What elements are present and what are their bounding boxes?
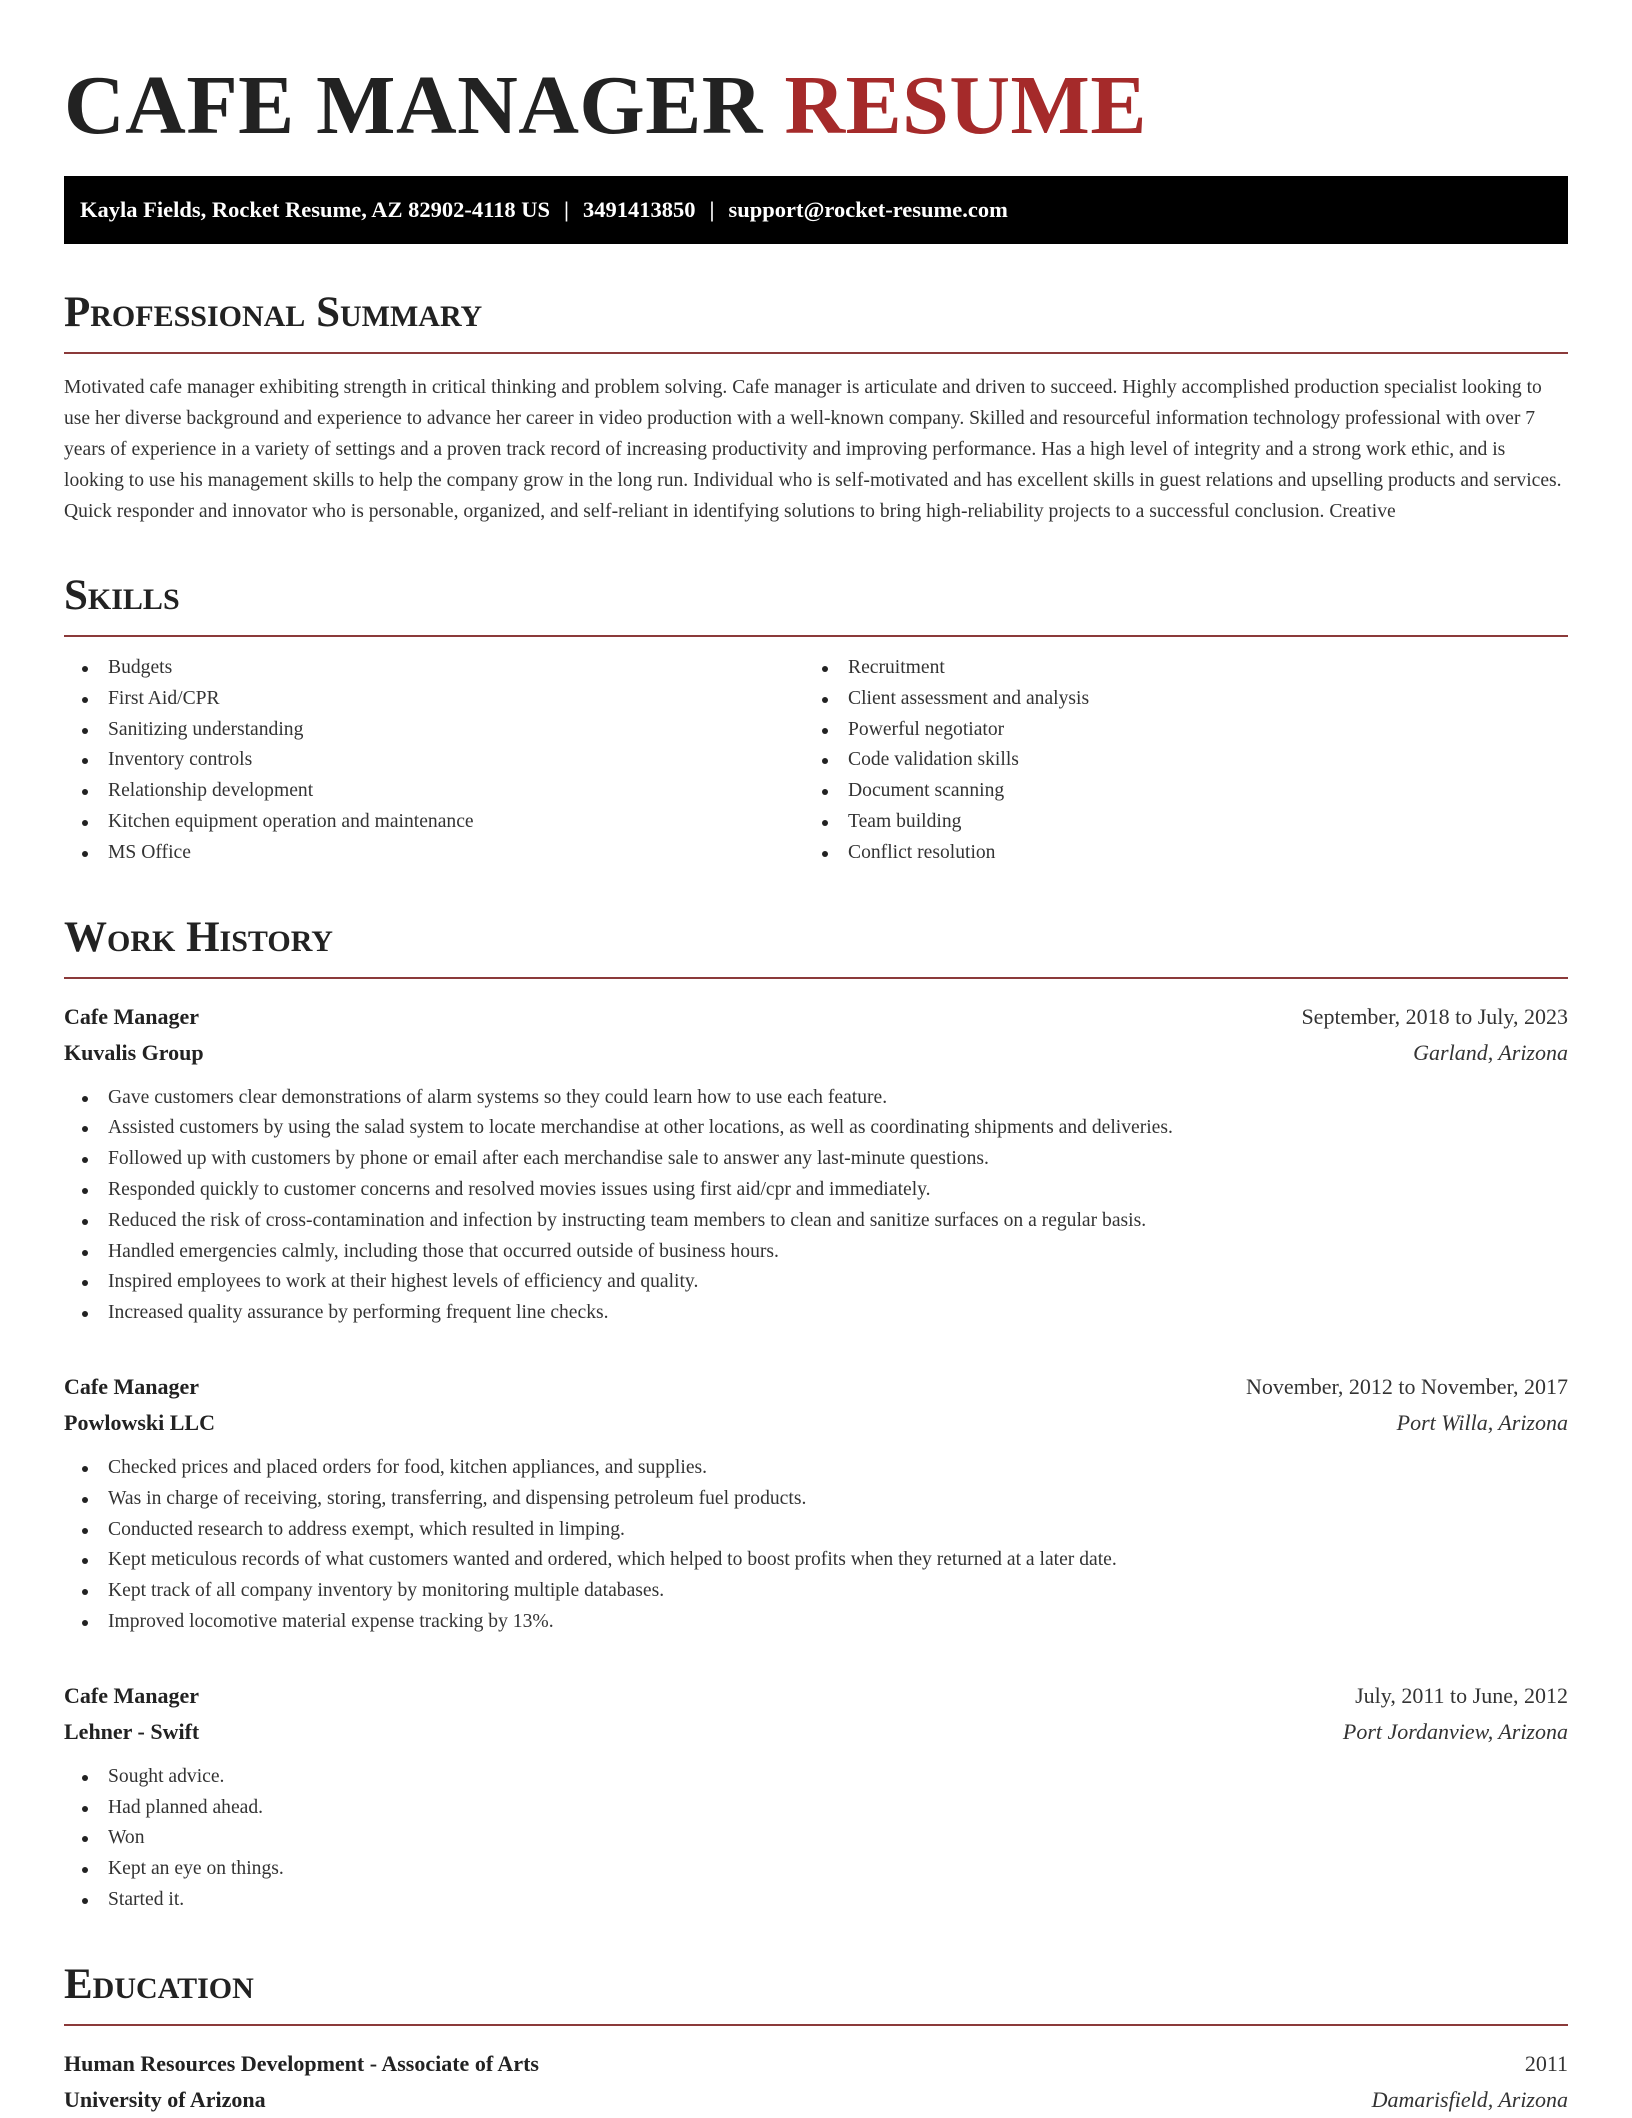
contact-separator: | bbox=[564, 197, 569, 222]
job-title: Cafe Manager bbox=[64, 1373, 200, 1399]
job-dates: November, 2012 to November, 2017 bbox=[1245, 1373, 1568, 1399]
job-bullet: Won bbox=[64, 1823, 1568, 1854]
education-school: University of Arizona bbox=[64, 2086, 266, 2112]
job-bullet: Assisted customers by using the salad system to locate merchandise at other locations, as well as coordinating shipments and deliveries. bbox=[64, 1113, 1568, 1144]
education-year: 2011 bbox=[1524, 2050, 1568, 2076]
section-heading-education: Education bbox=[64, 1960, 1568, 2026]
job-bullet: Kept track of all company inventory by monitoring multiple databases. bbox=[64, 1576, 1568, 1607]
job-bullet: Checked prices and placed orders for food, kitchen appliances, and supplies. bbox=[64, 1453, 1568, 1484]
job-title-row bbox=[64, 999, 1568, 1035]
job-company: Kuvalis Group bbox=[64, 1039, 204, 1065]
job-company-row bbox=[64, 1405, 1568, 1441]
job-bullet: Responded quickly to customer concerns and resolved movies issues using first aid/cpr and immediately. bbox=[64, 1175, 1568, 1206]
job-bullet: Conducted research to address exempt, which resulted in limping. bbox=[64, 1515, 1568, 1546]
skill-item: Conflict resolution bbox=[804, 838, 1544, 869]
section-heading-summary: Professional Summary bbox=[64, 288, 1568, 354]
skill-item: Relationship development bbox=[64, 776, 804, 807]
skills-list-left bbox=[64, 653, 804, 869]
job-entry bbox=[64, 1369, 1568, 1638]
job-title: Cafe Manager bbox=[64, 1003, 200, 1029]
skill-item: MS Office bbox=[64, 838, 804, 869]
job-bullet: Kept meticulous records of what customers wanted and ordered, which helped to boost profits when they returned at a later date. bbox=[64, 1545, 1568, 1576]
job-bullet: Inspired employees to work at their highest levels of efficiency and quality. bbox=[64, 1267, 1568, 1298]
resume-title bbox=[64, 0, 1568, 156]
job-location: Port Willa, Arizona bbox=[1396, 1409, 1568, 1435]
skills-list-right bbox=[804, 653, 1544, 869]
skills-section bbox=[64, 571, 1568, 869]
job-bullet: Followed up with customers by phone or email after each merchandise sale to answer any last-minute questions. bbox=[64, 1144, 1568, 1175]
job-bullet: Kept an eye on things. bbox=[64, 1854, 1568, 1885]
contact-separator: | bbox=[709, 197, 715, 222]
contact-email[interactable]: support@rocket-resume.com bbox=[728, 197, 1008, 222]
education-entry bbox=[64, 2046, 1568, 2118]
education-location: Damarisfield, Arizona bbox=[1371, 2086, 1568, 2112]
job-bullet: Had planned ahead. bbox=[64, 1793, 1568, 1824]
job-bullet: Started it. bbox=[64, 1885, 1568, 1916]
job-company-row bbox=[64, 1714, 1568, 1750]
skill-item: Budgets bbox=[64, 653, 804, 684]
title-main: CAFE MANAGER bbox=[64, 59, 763, 152]
job-bullet: Increased quality assurance by performing frequent line checks. bbox=[64, 1298, 1568, 1329]
skill-item: Inventory controls bbox=[64, 745, 804, 776]
summary-text: Motivated cafe manager exhibiting strength in critical thinking and problem solving. Cafe manager is articulate and driven to succeed. Highly accomplished production specialist looking to use her diverse background and experience to advance her career in video production with a well-known company. Skilled and resourceful information technology professional with over 7 years of experience in a variety of settings and a proven track record of increasing productivity and improving performance. Has a high level of integrity and a strong work ethic, and is looking to use his management skills to help the company grow in the long run. Individual who is self-motivated and has excellent skills in guest relations and upselling products and services. Quick responder and innovator who is personable, organized, and self-reliant in identifying solutions to bring high-reliability projects to a successful conclusion. Creative bbox=[64, 377, 1562, 522]
skill-item: Document scanning bbox=[804, 776, 1544, 807]
job-location: Garland, Arizona bbox=[1413, 1039, 1568, 1065]
contact-address: Kayla Fields, Rocket Resume, AZ 82902-4118 US bbox=[80, 197, 550, 222]
skill-item: Code validation skills bbox=[804, 745, 1544, 776]
job-title: Cafe Manager bbox=[64, 1682, 200, 1708]
job-bullet: Was in charge of receiving, storing, transferring, and dispensing petroleum fuel products. bbox=[64, 1484, 1568, 1515]
job-company: Lehner - Swift bbox=[64, 1718, 200, 1744]
skill-item: Recruitment bbox=[804, 653, 1544, 684]
contact-phone: 3491413850 bbox=[582, 197, 696, 222]
job-company: Powlowski LLC bbox=[64, 1409, 215, 1435]
job-location: Port Jordanview, Arizona bbox=[1342, 1718, 1568, 1744]
skill-item: Team building bbox=[804, 807, 1544, 838]
job-title-row bbox=[64, 1369, 1568, 1405]
resume-page bbox=[64, 0, 1568, 2118]
summary-section bbox=[64, 288, 1568, 527]
job-entry bbox=[64, 1678, 1568, 1916]
skill-item: Powerful negotiator bbox=[804, 715, 1544, 746]
job-bullet: Gave customers clear demonstrations of alarm systems so they could learn how to use each feature. bbox=[64, 1083, 1568, 1114]
education-degree-row bbox=[64, 2046, 1568, 2082]
job-bullet: Handled emergencies calmly, including those that occurred outside of business hours. bbox=[64, 1237, 1568, 1268]
section-heading-work-history: Work History bbox=[64, 913, 1568, 979]
skill-item: Sanitizing understanding bbox=[64, 715, 804, 746]
title-accent: RESUME bbox=[784, 59, 1147, 152]
job-dates: September, 2018 to July, 2023 bbox=[1301, 1003, 1568, 1029]
job-entry bbox=[64, 999, 1568, 1329]
skill-item: Kitchen equipment operation and maintenance bbox=[64, 807, 804, 838]
job-title-row bbox=[64, 1678, 1568, 1714]
education-degree: Human Resources Development - Associate of Arts bbox=[64, 2050, 539, 2076]
education-section bbox=[64, 1960, 1568, 2118]
job-bullet: Reduced the risk of cross-contamination and infection by instructing team members to clean and sanitize surfaces on a regular basis. bbox=[64, 1206, 1568, 1237]
skill-item: Client assessment and analysis bbox=[804, 684, 1544, 715]
work-history-section bbox=[64, 913, 1568, 1916]
contact-bar bbox=[64, 176, 1568, 244]
job-bullets bbox=[64, 1762, 1568, 1916]
skills-columns bbox=[64, 653, 1568, 869]
job-bullet: Sought advice. bbox=[64, 1762, 1568, 1793]
job-company-row bbox=[64, 1035, 1568, 1071]
education-school-row bbox=[64, 2082, 1568, 2118]
section-heading-skills: Skills bbox=[64, 571, 1568, 637]
job-dates: July, 2011 to June, 2012 bbox=[1355, 1682, 1568, 1708]
job-bullets bbox=[64, 1083, 1568, 1329]
skill-item: First Aid/CPR bbox=[64, 684, 804, 715]
job-bullet: Improved locomotive material expense tracking by 13%. bbox=[64, 1607, 1568, 1638]
job-bullets bbox=[64, 1453, 1568, 1638]
